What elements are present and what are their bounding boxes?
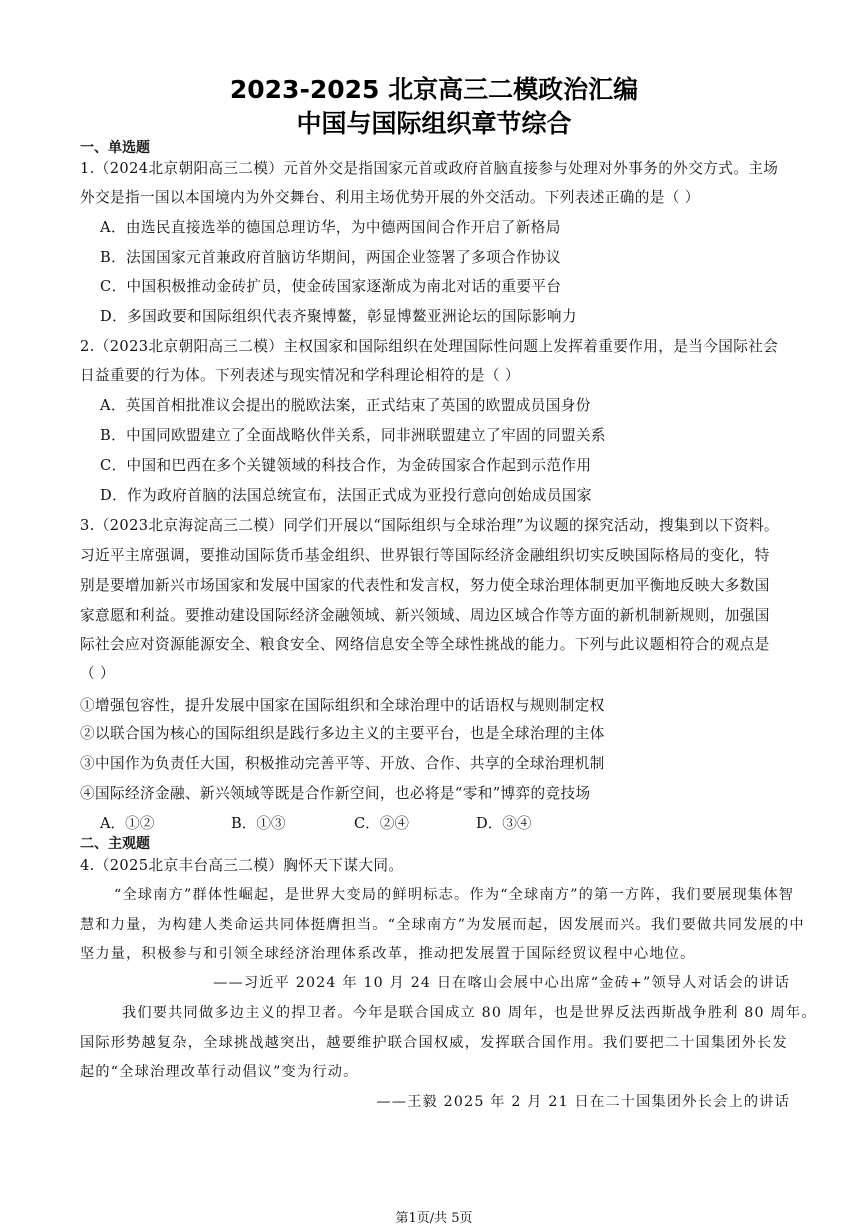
q3-statement-3: ③中国作为负责任大国，积极推动完善平等、开放、合作、共享的全球治理机制	[80, 755, 605, 772]
q4-para2-line1: 我们要共同做多边主义的捍卫者。今年是联合国成立 80 周年，也是世界反法西斯战争胜利 80 周年。	[122, 1005, 817, 1021]
q1-option-c: C．中国积极推动金砖扩员，使金砖国家逐渐成为南北对话的重要平台	[100, 278, 562, 295]
q4-para1-line3: 坚力量，积极参与和引领全球经济治理体系改革，推动把发展置于国际经贸议程中心地位。	[80, 946, 696, 962]
q3-statement-4: ④国际经济金融、新兴领域等既是合作新空间，也必将是“零和”博弈的竞技场	[80, 785, 591, 802]
q1-option-d: D．多国政要和国际组织代表齐聚博鳌，彰显博鳌亚洲论坛的国际影响力	[100, 308, 577, 325]
q3-stem-line3: 别是要增加新兴市场国家和发展中国家的代表性和发言权，努力使全球治理体制更加平衡地反映大多数国	[80, 577, 770, 594]
section-heading-single-choice: 一、单选题	[80, 140, 150, 156]
q4-source1: ——习近平 2024 年 10 月 24 日在喀山会展中心出席“金砖+”领导人对话会的讲话	[213, 975, 790, 991]
q3-choice-c: C．②④	[354, 815, 409, 832]
page-number: 第1页/共 5页	[395, 1211, 473, 1226]
document-title: 2023-2025 北京高三二模政治汇编	[229, 75, 639, 104]
q3-stem-line2: 习近平主席强调，要推动国际货币基金组织、世界银行等国际经济金融组织切实反映国际格局的变化，特	[80, 547, 770, 564]
q2-option-b: B．中国同欧盟建立了全面战略伙伴关系，同非洲联盟建立了牢固的同盟关系	[100, 427, 606, 444]
q1-stem-line2: 外交是指一国以本国境内为外交舞台、利用主场优势开展的外交活动。下列表述正确的是（ ）	[80, 189, 700, 206]
q2-option-a: A．英国首相批准议会提出的脱欧法案，正式结束了英国的欧盟成员国身份	[100, 397, 591, 414]
q3-choice-b: B．①③	[231, 815, 286, 832]
q4-para1-line2: 慧和力量，为构建人类命运共同体挺膺担当。“全球南方”为发展而起，因发展而兴。我们要做共同发展的中	[80, 917, 805, 933]
q1-option-a: A．由选民直接选举的德国总理访华，为中德两国间合作开启了新格局	[100, 219, 561, 236]
q2-stem-line2: 日益重要的行为体。下列表述与现实情况和学科理论相符的是（ ）	[80, 367, 520, 384]
q3-stem-line1: 3.（2023北京海淀高三二模）同学们开展以“国际组织与全球治理”为议题的探究活动，搜集到以下资料。	[80, 517, 779, 534]
q3-statement-1: ①增强包容性，提升发展中国家在国际组织和全球治理中的话语权与规则制定权	[80, 697, 605, 714]
q4-para2-line3: 起的“全球治理改革行动倡议”变为行动。	[80, 1064, 359, 1080]
q2-option-d: D．作为政府首脑的法国总统宣布，法国正式成为亚投行意向创始成员国家	[100, 487, 592, 504]
q2-stem-line1: 2.（2023北京朝阳高三二模）主权国家和国际组织在处理国际性问题上发挥着重要作用，是当今国际社会	[80, 338, 779, 355]
q2-option-c: C．中国和巴西在多个关键领域的科技合作，为金砖国家合作起到示范作用	[100, 457, 592, 474]
q3-stem-line6: （ ）	[80, 665, 116, 682]
q3-stem-line4: 家意愿和利益。要推动建设国际经济金融领域、新兴领域、周边区域合作等方面的新机制新规则，加强国	[80, 607, 770, 624]
q3-statement-2: ②以联合国为核心的国际组织是践行多边主义的主要平台，也是全球治理的主体	[80, 725, 605, 742]
q1-option-b: B．法国国家元首兼政府首脑访华期间，两国企业签署了多项合作协议	[100, 249, 561, 266]
q4-para1-line1: “全球南方”群体性崛起，是世界大变局的鲜明标志。作为“全球南方”的第一方阵，我们要展现集体智	[114, 887, 795, 903]
q3-choice-a: A．①②	[100, 815, 155, 832]
q4-source2: ——王毅 2025 年 2 月 21 日在二十国集团外长会上的讲话	[376, 1094, 790, 1110]
document-subtitle: 中国与国际组织章节综合	[296, 109, 572, 138]
q3-stem-line5: 际社会应对资源能源安全、粮食安全、网络信息安全等全球性挑战的能力。下列与此议题相符合的观点是	[80, 636, 770, 653]
q1-stem-line1: 1.（2024北京朝阳高三二模）元首外交是指国家元首或政府首脑直接参与处理对外事务的外交方式。主场	[80, 160, 779, 177]
q3-choice-d: D．③④	[476, 815, 532, 832]
q4-para2-line2: 国际形势越复杂，全球挑战越突出，越要维护联合国权威，发挥联合国作用。我们要把二十国集团外长发	[80, 1035, 788, 1051]
section-heading-subjective: 二、主观题	[80, 836, 150, 852]
q4-stem: 4.（2025北京丰台高三二模）胸怀天下谋大同。	[80, 857, 404, 874]
